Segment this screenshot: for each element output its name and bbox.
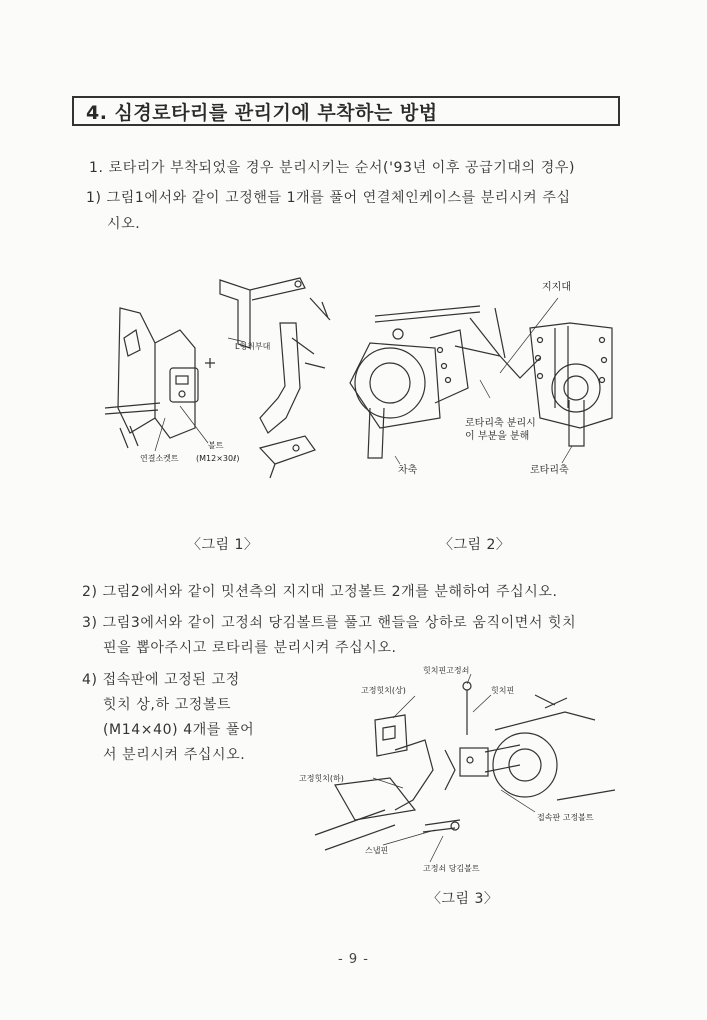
fig3-label-snap-pin: 스냅핀 [365, 846, 389, 855]
fig2-label-support: 지지대 [542, 282, 571, 293]
fig2-label-detach-line2: 이 부분을 분해 [465, 431, 530, 442]
fig1-label-bolt-spec: (M12×30ℓ) [196, 454, 240, 463]
section-title [72, 96, 620, 126]
fig3-label-plate-bolt: 접속판 고정볼트 [537, 813, 594, 822]
section-title-text: 4. 심경로타리를 관리기에 부착하는 방법 [86, 101, 438, 124]
fig3-label-hitch-pin-fixer: 힛치핀고정쇠 [423, 666, 470, 675]
fig2-label-rotary-axle: 로타리축 [530, 465, 569, 476]
fig3-label-pull-bolt: 고정쇠 당김볼트 [423, 864, 480, 873]
fig1-label-bolt: 볼트 [208, 441, 224, 450]
step4-text-line2: 힛치 상,하 고정볼트 [103, 697, 232, 713]
figure-3-caption: 〈그림 3〉 [427, 891, 499, 907]
fig3-label-fixed-hitch-upper: 고정힛치(상) [361, 686, 406, 695]
step3-text-line2: 핀을 뽑아주시고 로타리를 분리시켜 주십시오. [103, 640, 397, 656]
page-number: - 9 - [338, 952, 369, 967]
step4-text-line4: 서 분리시켜 주십시오. [103, 747, 246, 763]
step1-text-line2: 시오. [107, 216, 141, 232]
fig3-label-hitch-pin: 힛치핀 [491, 686, 515, 695]
figure-1-illustration [100, 268, 340, 488]
step3-text-line1: 3) 그림3에서와 같이 고정쇠 당김볼트를 풀고 핸들을 상하로 움직이면서 힛치 [82, 615, 577, 631]
fig2-label-axle: 차축 [398, 465, 418, 476]
step4-text-line3: (M14×40) 4개를 풀어 [103, 722, 255, 738]
fig2-label-detach-line1: 로타리축 분리시 [465, 418, 536, 429]
figure-2-caption: 〈그림 2〉 [439, 537, 511, 553]
fig1-label-socket: 연결소켓트 [140, 454, 179, 463]
figure-1-caption: 〈그림 1〉 [187, 537, 259, 553]
figure-2-illustration [340, 268, 640, 488]
step2-text: 2) 그림2에서와 같이 밋션측의 지지대 고정볼트 2개를 분해하여 주십시오. [82, 584, 558, 600]
fig1-label-l-bracket: L형취부대 [235, 342, 271, 351]
subsection-heading: 1. 로타리가 부착되었을 경우 분리시키는 순서('93년 이후 공급기대의 경우) [89, 160, 576, 176]
fig3-label-fixed-hitch-lower: 고정힛치(하) [299, 774, 344, 783]
figure-3-illustration [295, 660, 625, 882]
step4-text-line1: 4) 접속판에 고정된 고정 [82, 672, 240, 688]
step1-text-line1: 1) 그림1에서와 같이 고정핸들 1개를 풀어 연결체인케이스를 분리시켜 주십 [86, 190, 571, 206]
